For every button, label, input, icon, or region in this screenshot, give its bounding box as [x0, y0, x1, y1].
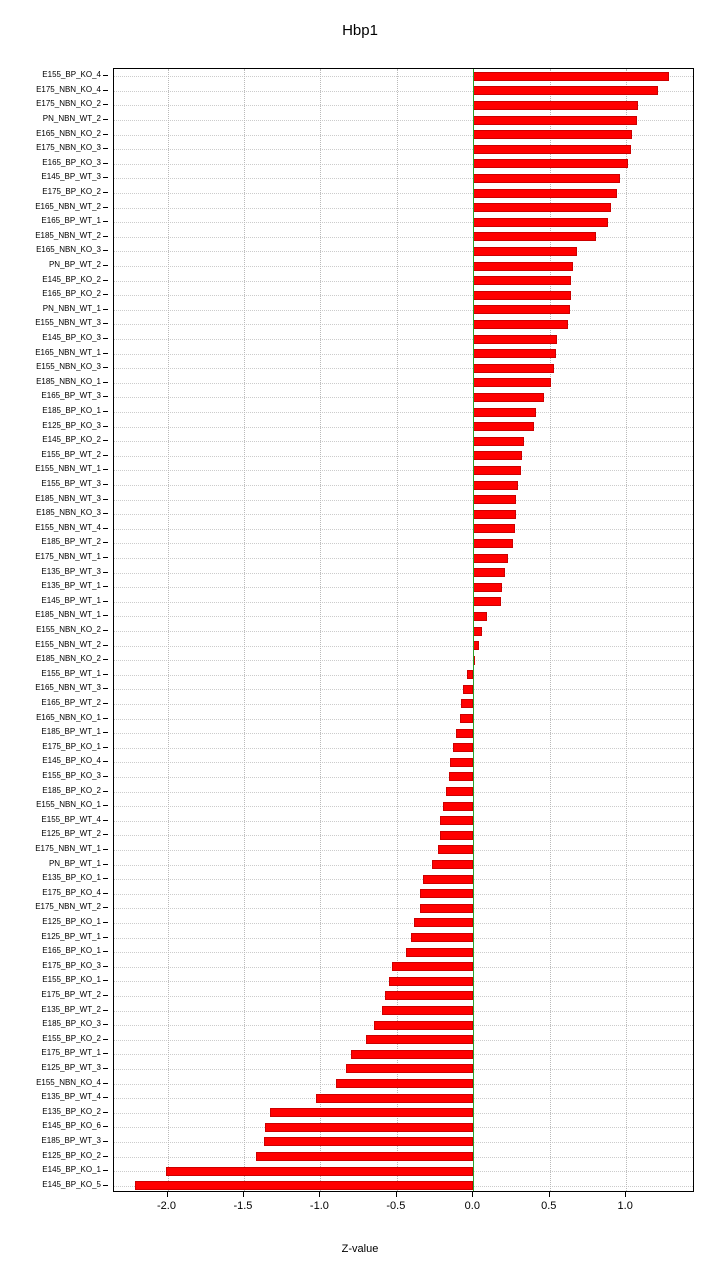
- y-axis-tick: [103, 1010, 108, 1011]
- y-axis-tick-label: E175_NBN_WT_1: [35, 552, 101, 561]
- y-axis-tick: [103, 294, 108, 295]
- y-axis-tick-label: E135_BP_WT_1: [41, 581, 101, 591]
- y-axis-tick: [103, 1141, 108, 1142]
- y-axis-tick: [103, 90, 108, 91]
- x-axis-tick-label: 0.5: [541, 1200, 557, 1212]
- y-axis-tick-label: E165_BP_KO_3: [42, 157, 101, 167]
- y-axis-tick: [103, 893, 108, 894]
- y-axis-tick: [103, 353, 108, 354]
- y-axis-tick-label: E155_BP_KO_1: [42, 975, 101, 985]
- y-axis-tick: [103, 119, 108, 120]
- x-axis-tick-label: -0.5: [386, 1200, 406, 1212]
- y-axis-tick-label: E175_NBN_KO_4: [36, 84, 101, 94]
- y-axis-tick: [103, 980, 108, 981]
- zero-reference-line: [473, 69, 474, 1191]
- y-axis-tick: [103, 309, 108, 310]
- y-axis-tick: [103, 134, 108, 135]
- x-axis-tick: [243, 1192, 244, 1197]
- y-axis-tick: [103, 163, 108, 164]
- y-axis-tick-label: E165_BP_KO_2: [42, 289, 101, 299]
- y-axis-tick-label: E125_BP_KO_2: [42, 1150, 101, 1160]
- x-axis-tick: [396, 1192, 397, 1197]
- y-axis-tick: [103, 1097, 108, 1098]
- y-axis-tick: [103, 484, 108, 485]
- y-axis-tick-label: E185_NBN_WT_3: [35, 493, 101, 503]
- y-axis-tick-label: E165_NBN_WT_1: [35, 347, 101, 357]
- y-axis-tick-label: E155_BP_KO_4: [42, 70, 101, 80]
- y-axis-tick-label: E155_NBN_KO_4: [36, 1077, 101, 1087]
- y-axis-tick-label: E145_BP_KO_2: [42, 435, 101, 445]
- x-axis-tick-label: 0.0: [464, 1200, 480, 1212]
- y-axis-tick-label: E145_BP_KO_1: [42, 1165, 101, 1175]
- y-axis-tick-label: E175_BP_KO_1: [42, 741, 101, 751]
- y-axis-tick: [103, 718, 108, 719]
- y-axis-tick: [103, 688, 108, 689]
- y-axis-labels: [0, 68, 108, 1192]
- y-axis-tick-label: E165_NBN_KO_2: [36, 128, 101, 138]
- y-axis-tick: [103, 922, 108, 923]
- y-axis-tick-label: E145_BP_WT_1: [41, 595, 101, 605]
- y-axis-tick: [103, 820, 108, 821]
- y-axis-tick: [103, 528, 108, 529]
- y-axis-tick-label: PN_NBN_WT_2: [42, 114, 101, 124]
- y-axis-tick: [103, 1024, 108, 1025]
- y-axis-tick-label: E135_BP_KO_2: [42, 1106, 101, 1116]
- y-axis-tick-label: E165_BP_WT_1: [41, 216, 101, 226]
- x-axis: [113, 1192, 694, 1232]
- y-axis-tick-label: E185_NBN_WT_2: [35, 230, 101, 240]
- y-axis-tick: [103, 280, 108, 281]
- y-axis-tick: [103, 338, 108, 339]
- y-axis-tick-label: E175_BP_WT_1: [41, 1048, 101, 1058]
- y-axis-tick: [103, 221, 108, 222]
- y-axis-tick: [103, 747, 108, 748]
- y-axis-tick: [103, 440, 108, 441]
- y-axis-tick-label: E135_BP_WT_2: [41, 1004, 101, 1014]
- y-axis-tick-label: E175_BP_KO_4: [42, 887, 101, 897]
- y-axis-tick-label: E145_BP_KO_3: [42, 333, 101, 343]
- y-axis-tick-label: E175_NBN_WT_2: [35, 902, 101, 912]
- y-axis-tick: [103, 572, 108, 573]
- y-axis-tick-label: E175_NBN_KO_2: [36, 99, 101, 109]
- y-axis-tick-label: E125_BP_KO_1: [42, 916, 101, 926]
- y-axis-tick-label: E165_BP_WT_2: [41, 697, 101, 707]
- y-axis-tick: [103, 104, 108, 105]
- y-axis-tick: [103, 864, 108, 865]
- x-axis-tick-label: 1.0: [617, 1200, 633, 1212]
- y-axis-tick-label: E125_BP_WT_3: [41, 1062, 101, 1072]
- y-axis-tick: [103, 426, 108, 427]
- y-axis-tick: [103, 323, 108, 324]
- y-axis-tick: [103, 236, 108, 237]
- y-axis-tick-label: E165_BP_KO_1: [42, 946, 101, 956]
- y-axis-tick-label: E125_BP_KO_3: [42, 420, 101, 430]
- y-axis-tick-label: E165_NBN_WT_2: [35, 201, 101, 211]
- y-axis-tick-label: E145_BP_KO_2: [42, 274, 101, 284]
- y-axis-tick: [103, 513, 108, 514]
- chart-title: Hbp1: [342, 22, 378, 39]
- x-axis-tick: [167, 1192, 168, 1197]
- y-axis-tick-label: E155_NBN_WT_2: [35, 639, 101, 649]
- y-axis-tick: [103, 75, 108, 76]
- y-axis-tick: [103, 411, 108, 412]
- x-axis-tick: [625, 1192, 626, 1197]
- x-axis-tick-label: -1.0: [309, 1200, 329, 1212]
- y-axis-tick: [103, 630, 108, 631]
- y-axis-tick-label: PN_NBN_WT_1: [42, 303, 101, 313]
- y-axis-tick-label: E185_BP_WT_2: [41, 537, 101, 547]
- y-axis-tick: [103, 177, 108, 178]
- y-axis-tick: [103, 645, 108, 646]
- y-axis-tick-label: E155_NBN_KO_2: [36, 625, 101, 634]
- y-axis-tick: [103, 776, 108, 777]
- y-axis-tick-label: E155_BP_KO_2: [42, 1033, 101, 1043]
- y-axis-tick-label: E125_BP_WT_2: [41, 829, 101, 839]
- y-axis-tick: [103, 1185, 108, 1186]
- y-axis-tick-label: E165_NBN_KO_3: [36, 245, 101, 255]
- y-axis-tick: [103, 265, 108, 266]
- y-axis-tick-label: E185_NBN_KO_2: [36, 654, 101, 664]
- y-axis-tick: [103, 542, 108, 543]
- x-axis-tick: [549, 1192, 550, 1197]
- x-axis-tick-label: -1.5: [233, 1200, 253, 1212]
- y-axis-tick-label: E165_BP_WT_3: [41, 391, 101, 401]
- y-axis-tick-label: E185_NBN_KO_1: [36, 376, 101, 386]
- y-axis-tick: [103, 907, 108, 908]
- y-axis-tick: [103, 1126, 108, 1127]
- y-axis-tick: [103, 995, 108, 996]
- y-axis-tick-label: E185_BP_KO_1: [42, 406, 101, 416]
- y-axis-tick-label: E165_NBN_KO_1: [36, 712, 101, 722]
- y-axis-tick-label: E185_NBN_KO_3: [36, 508, 101, 518]
- y-axis-tick-label: E155_NBN_WT_1: [35, 464, 101, 474]
- y-axis-tick-label: E175_NBN_KO_3: [36, 143, 101, 153]
- y-axis-tick: [103, 396, 108, 397]
- y-axis-tick: [103, 1170, 108, 1171]
- y-axis-tick: [103, 455, 108, 456]
- y-axis-tick-label: E125_BP_WT_1: [41, 931, 101, 941]
- y-axis-tick: [103, 703, 108, 704]
- y-axis-tick-label: E185_BP_WT_1: [41, 727, 101, 737]
- x-axis-title: Z-value: [341, 1243, 379, 1255]
- y-axis-tick: [103, 732, 108, 733]
- x-axis-tick: [319, 1192, 320, 1197]
- y-axis-tick: [103, 192, 108, 193]
- y-axis-tick-label: E175_BP_KO_3: [42, 960, 101, 970]
- y-axis-tick: [103, 849, 108, 850]
- y-axis-tick-label: E155_BP_WT_2: [41, 449, 101, 459]
- y-axis-tick: [103, 557, 108, 558]
- y-axis-tick: [103, 601, 108, 602]
- zero-line-layer: [114, 69, 693, 1191]
- x-axis-tick-label: -2.0: [157, 1200, 176, 1212]
- y-axis-tick: [103, 1083, 108, 1084]
- y-axis-tick-label: E155_BP_WT_3: [41, 479, 101, 489]
- y-axis-tick: [103, 878, 108, 879]
- y-axis-tick: [103, 367, 108, 368]
- y-axis-tick-label: E145_BP_KO_5: [42, 1179, 101, 1189]
- x-axis-tick: [472, 1192, 473, 1197]
- plot-area: [113, 68, 694, 1192]
- y-axis-tick-label: PN_BP_WT_2: [48, 260, 101, 270]
- y-axis-tick: [103, 382, 108, 383]
- y-axis-tick: [103, 1068, 108, 1069]
- y-axis-tick-label: E175_BP_KO_2: [42, 187, 101, 197]
- y-axis-tick: [103, 1053, 108, 1054]
- y-axis-tick-label: E185_BP_WT_3: [41, 1135, 101, 1145]
- y-axis-tick-label: E145_BP_KO_6: [42, 1121, 101, 1131]
- y-axis-tick: [103, 761, 108, 762]
- y-axis-tick: [103, 805, 108, 806]
- y-axis-tick-label: E155_NBN_WT_4: [35, 522, 101, 532]
- y-axis-tick: [103, 834, 108, 835]
- y-axis-tick: [103, 659, 108, 660]
- y-axis-tick: [103, 791, 108, 792]
- y-axis-tick-label: E155_BP_KO_3: [42, 770, 101, 780]
- y-axis-tick: [103, 469, 108, 470]
- y-axis-tick-label: E135_BP_WT_3: [41, 566, 101, 576]
- y-axis-tick-label: E145_BP_KO_4: [42, 756, 101, 766]
- y-axis-tick-label: E155_BP_WT_1: [41, 668, 101, 678]
- y-axis-tick-label: E175_BP_WT_2: [41, 989, 101, 999]
- y-axis-tick-label: E135_BP_WT_4: [41, 1092, 101, 1102]
- y-axis-tick-label: E185_NBN_WT_1: [35, 610, 101, 620]
- y-axis-tick-label: E155_NBN_KO_1: [36, 800, 101, 810]
- y-axis-tick: [103, 1112, 108, 1113]
- y-axis-tick: [103, 966, 108, 967]
- y-axis-tick: [103, 937, 108, 938]
- y-axis-tick-label: E185_BP_KO_2: [42, 785, 101, 795]
- y-axis-tick: [103, 615, 108, 616]
- y-axis-tick: [103, 951, 108, 952]
- y-axis-tick: [103, 250, 108, 251]
- y-axis-tick-label: E185_BP_KO_3: [42, 1019, 101, 1029]
- y-axis-tick-label: E135_BP_KO_1: [42, 873, 101, 883]
- y-axis-tick-label: E165_NBN_WT_3: [35, 683, 101, 693]
- y-axis-tick: [103, 1156, 108, 1157]
- y-axis-tick-label: E145_BP_WT_3: [41, 172, 101, 182]
- y-axis-tick: [103, 1039, 108, 1040]
- y-axis-tick-label: PN_BP_WT_1: [48, 858, 101, 868]
- y-axis-tick-label: E155_NBN_WT_3: [35, 318, 101, 328]
- y-axis-tick-label: E155_BP_WT_4: [41, 814, 101, 824]
- y-axis-tick-label: E175_NBN_WT_1: [35, 843, 101, 853]
- y-axis-tick-label: E155_NBN_KO_3: [36, 362, 101, 372]
- y-axis-tick: [103, 499, 108, 500]
- y-axis-tick: [103, 207, 108, 208]
- y-axis-tick: [103, 586, 108, 587]
- y-axis-tick: [103, 148, 108, 149]
- y-axis-tick: [103, 674, 108, 675]
